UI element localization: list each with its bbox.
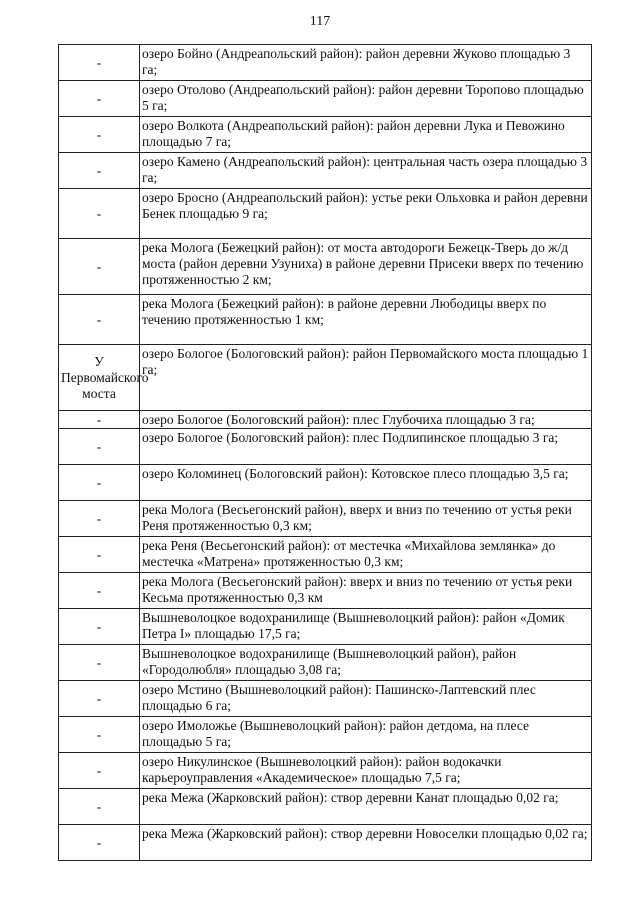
- row-mark-cell: -: [59, 645, 140, 681]
- table-row: [59, 465, 592, 501]
- row-mark-cell: -: [59, 189, 140, 239]
- row-mark-cell: -: [59, 573, 140, 609]
- table-row: [59, 153, 592, 189]
- table-row: [59, 189, 592, 239]
- row-mark-cell: -: [59, 239, 140, 295]
- table-row: [59, 573, 592, 609]
- row-description-cell: река Реня (Весьегонский район): от местечка «Михайлова землянка» до местечка «Матрена» протяженностью 0,3 км;: [140, 537, 592, 573]
- table-row: [59, 537, 592, 573]
- table-row: [59, 681, 592, 717]
- row-description-cell: озеро Бросно (Андреапольский район): устье реки Ольховка и район деревни Бенек площадью 9 га;: [140, 189, 592, 239]
- row-description-cell: Вышневолоцкое водохранилище (Вышневолоцкий район): район «Домик Петра I» площадью 17,5 га;: [140, 609, 592, 645]
- row-mark-cell: -: [59, 429, 140, 465]
- table-row: [59, 429, 592, 465]
- row-mark-cell: -: [59, 609, 140, 645]
- row-description-cell: река Межа (Жарковский район): створ деревни Канат площадью 0,02 га;: [140, 789, 592, 825]
- table-row: [59, 789, 592, 825]
- table-row: [59, 81, 592, 117]
- row-description-cell: река Молога (Бежецкий район): в районе деревни Любодицы вверх по течению протяженностью 1 км;: [140, 295, 592, 345]
- row-description-cell: Вышневолоцкое водохранилище (Вышневолоцкий район), район «Городолюбля» площадью 3,08 га;: [140, 645, 592, 681]
- row-description-cell: река Молога (Весьегонский район), вверх и вниз по течению от устья реки Реня протяженностью 0,3 км;: [140, 501, 592, 537]
- table-row: [59, 345, 592, 411]
- row-description-cell: река Молога (Бежецкий район): от моста автодороги Бежецк-Тверь до ж/д моста (район деревни Узуниха) в районе деревни Присеки вверх по течению протяженностью 2 км;: [140, 239, 592, 295]
- row-mark-cell: -: [59, 295, 140, 345]
- row-mark-cell: -: [59, 501, 140, 537]
- row-description-cell: озеро Коломинец (Бологовский район): Котовское плесо площадью 3,5 га;: [140, 465, 592, 501]
- table-row: [59, 645, 592, 681]
- row-mark-cell: -: [59, 45, 140, 81]
- table-row: [59, 239, 592, 295]
- row-description-cell: река Межа (Жарковский район): створ деревни Новоселки площадью 0,02 га;: [140, 825, 592, 861]
- page-number: 117: [309, 14, 331, 29]
- table-row: [59, 117, 592, 153]
- row-mark-cell: -: [59, 411, 140, 429]
- row-description-cell: озеро Мстино (Вышневолоцкий район): Пашинско-Лаптевский плес площадью 6 га;: [140, 681, 592, 717]
- row-mark-cell: -: [59, 681, 140, 717]
- table-row: [59, 411, 592, 429]
- row-description-cell: озеро Никулинское (Вышневолоцкий район): район водокачки карьероуправления «Академическое» площадью 7,5 га;: [140, 753, 592, 789]
- row-mark-cell: -: [59, 537, 140, 573]
- table-row: [59, 609, 592, 645]
- regulations-table: [58, 44, 592, 861]
- row-mark-cell: -: [59, 825, 140, 861]
- row-description-cell: река Молога (Весьегонский район): вверх и вниз по течению от устья реки Кесьма протяженностью 0,3 км: [140, 573, 592, 609]
- row-description-cell: озеро Бологое (Бологовский район): район Первомайского моста площадью 1 га;: [140, 345, 592, 411]
- row-description-cell: озеро Бологое (Бологовский район): плес Подлипинское площадью 3 га;: [140, 429, 592, 465]
- row-mark-cell: -: [59, 789, 140, 825]
- row-description-cell: озеро Отолово (Андреапольский район): район деревни Торопово площадью 5 га;: [140, 81, 592, 117]
- row-mark-cell: -: [59, 81, 140, 117]
- row-description-cell: озеро Бологое (Бологовский район): плес Глубочиха площадью 3 га;: [140, 411, 592, 429]
- row-mark-cell: У Первомайского моста: [59, 345, 140, 411]
- table-body: [59, 45, 592, 861]
- table-row: [59, 753, 592, 789]
- table-row: [59, 717, 592, 753]
- row-description-cell: озеро Волкота (Андреапольский район): район деревни Лука и Певожино площадью 7 га;: [140, 117, 592, 153]
- row-mark-cell: -: [59, 153, 140, 189]
- row-mark-cell: -: [59, 717, 140, 753]
- row-mark-cell: -: [59, 465, 140, 501]
- row-mark-cell: -: [59, 753, 140, 789]
- row-description-cell: озеро Камено (Андреапольский район): центральная часть озера площадью 3 га;: [140, 153, 592, 189]
- table-row: [59, 295, 592, 345]
- row-mark-cell: -: [59, 117, 140, 153]
- table-row: [59, 501, 592, 537]
- row-description-cell: озеро Имоложье (Вышневолоцкий район): район детдома, на плесе площадью 5 га;: [140, 717, 592, 753]
- row-description-cell: озеро Бойно (Андреапольский район): район деревни Жуково площадью 3 га;: [140, 45, 592, 81]
- table-row: [59, 825, 592, 861]
- table-row: [59, 45, 592, 81]
